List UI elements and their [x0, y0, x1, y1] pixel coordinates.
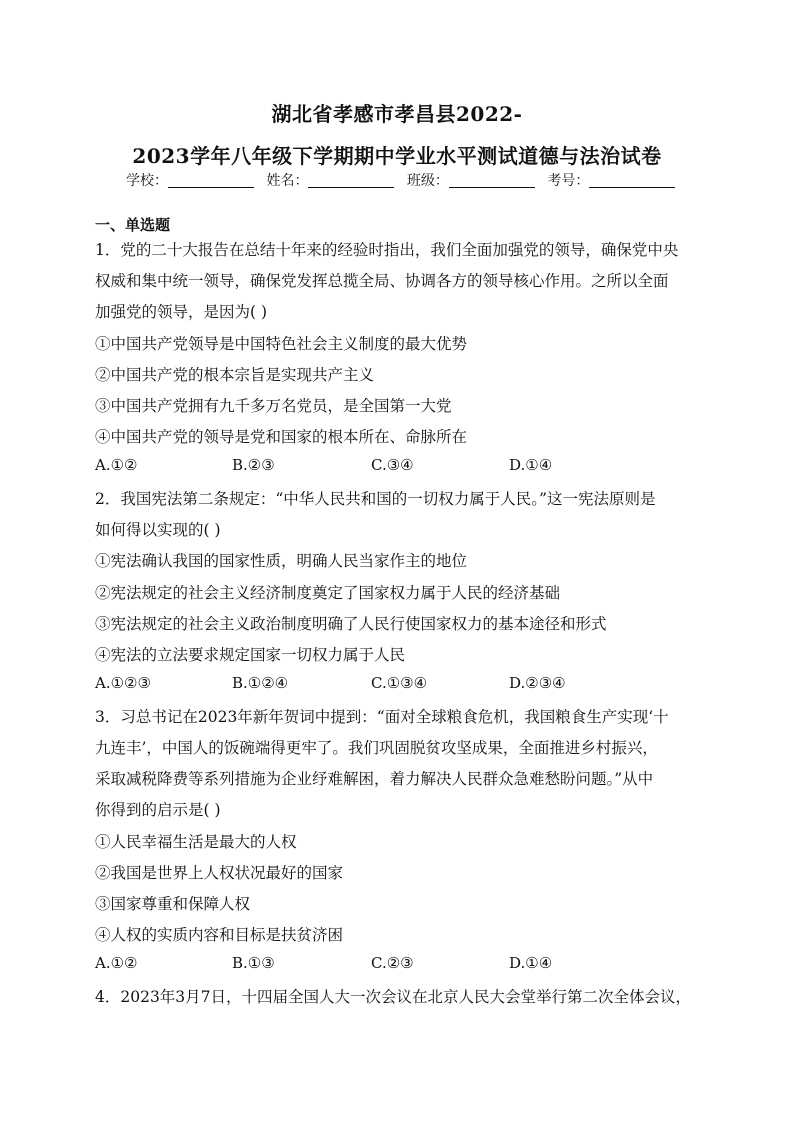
question-1-stem-line: 1．党的二十大报告在总结十年来的经验时指出，我们全面加强党的领导，确保党中央 [95, 241, 679, 259]
question-3-statement: ④人权的实质内容和目标是扶贫济困 [95, 926, 344, 944]
question-3-statement: ①人民幸福生活是最大的人权 [95, 833, 297, 851]
question-1-option-d[interactable]: D.①④ [509, 456, 553, 474]
question-3-option-b[interactable]: B.①③ [232, 954, 275, 972]
student-info-row [126, 170, 686, 190]
question-2-option-c[interactable]: C.①③④ [371, 674, 428, 692]
question-2-statement: ①宪法确认我国的国家性质，明确人民当家作主的地位 [95, 552, 468, 570]
question-3-stem-line: 采取减税降费等系列措施为企业纾难解困，着力解决人民群众急难愁盼问题。”从中 [95, 770, 654, 788]
question-3-stem-line: 九连丰’，中国人的饭碗端得更牢了。我们巩固脱贫攻坚成果，全面推进乡村振兴， [95, 739, 658, 757]
question-3-stem-line: 你得到的启示是( ) [95, 801, 221, 819]
question-1-statement: ③中国共产党拥有九千多万名党员，是全国第一大党 [95, 397, 452, 415]
question-3-option-c[interactable]: C.②③ [371, 954, 414, 972]
question-1-option-a[interactable]: A.①② [95, 456, 138, 474]
question-1-statement: ②中国共产党的根本宗旨是实现共产主义 [95, 366, 375, 384]
question-3-statement: ②我国是世界上人权状况最好的国家 [95, 864, 344, 882]
question-2-option-b[interactable]: B.①②④ [232, 674, 289, 692]
info-name: 姓名： [266, 170, 394, 190]
question-2-stem-line: 如何得以实现的( ) [95, 521, 221, 539]
school-blank[interactable] [168, 173, 254, 188]
question-3-statement: ③国家尊重和保障人权 [95, 895, 251, 913]
question-3-option-d[interactable]: D.①④ [509, 954, 553, 972]
question-1-stem-line: 权威和集中统一领导，确保党发挥总揽全局、协调各方的领导核心作用。之所以全面 [95, 272, 669, 290]
exam-title-line-2: 2023学年八年级下学期期中学业水平测试道德与法治试卷 [132, 144, 662, 168]
question-2-stem-line: 2．我国宪法第二条规定：“中华人民共和国的一切权力属于人民。”这一宪法原则是 [95, 490, 656, 508]
question-2-option-a[interactable]: A.①②③ [95, 674, 151, 692]
name-blank[interactable] [308, 173, 394, 188]
question-1-statement: ④中国共产党的领导是党和国家的根本所在、命脉所在 [95, 428, 468, 446]
info-exam-number: 考号： [547, 170, 675, 190]
question-3-stem-line: 3．习总书记在2023年新年贺词中提到：“面对全球粮食危机，我国粮食生产实现‘十 [95, 708, 669, 726]
question-1-option-b[interactable]: B.②③ [232, 456, 275, 474]
question-4-stem-line: 4．2023年3月7日，十四届全国人大一次会议在北京人民大会堂举行第二次全体会议， [95, 988, 692, 1006]
info-school: 学校： [126, 170, 254, 190]
question-3-option-a[interactable]: A.①② [95, 954, 138, 972]
question-1-stem-line: 加强党的领导，是因为( ) [95, 303, 268, 321]
question-2-statement: ④宪法的立法要求规定国家一切权力属于人民 [95, 646, 406, 664]
question-2-statement: ③宪法规定的社会主义政治制度明确了人民行使国家权力的基本途径和形式 [95, 615, 607, 633]
section-heading: 一、单选题 [95, 216, 171, 234]
question-2-statement: ②宪法规定的社会主义经济制度奠定了国家权力属于人民的经济基础 [95, 584, 561, 602]
question-1-option-c[interactable]: C.③④ [371, 456, 414, 474]
question-2-option-d[interactable]: D.②③④ [509, 674, 566, 692]
info-class: 班级： [407, 170, 535, 190]
question-1-statement: ①中国共产党领导是中国特色社会主义制度的最大优势 [95, 335, 468, 353]
class-blank[interactable] [449, 173, 535, 188]
exam-title-line-1: 湖北省孝感市孝昌县2022- [271, 102, 523, 126]
exam-number-blank[interactable] [589, 173, 675, 188]
